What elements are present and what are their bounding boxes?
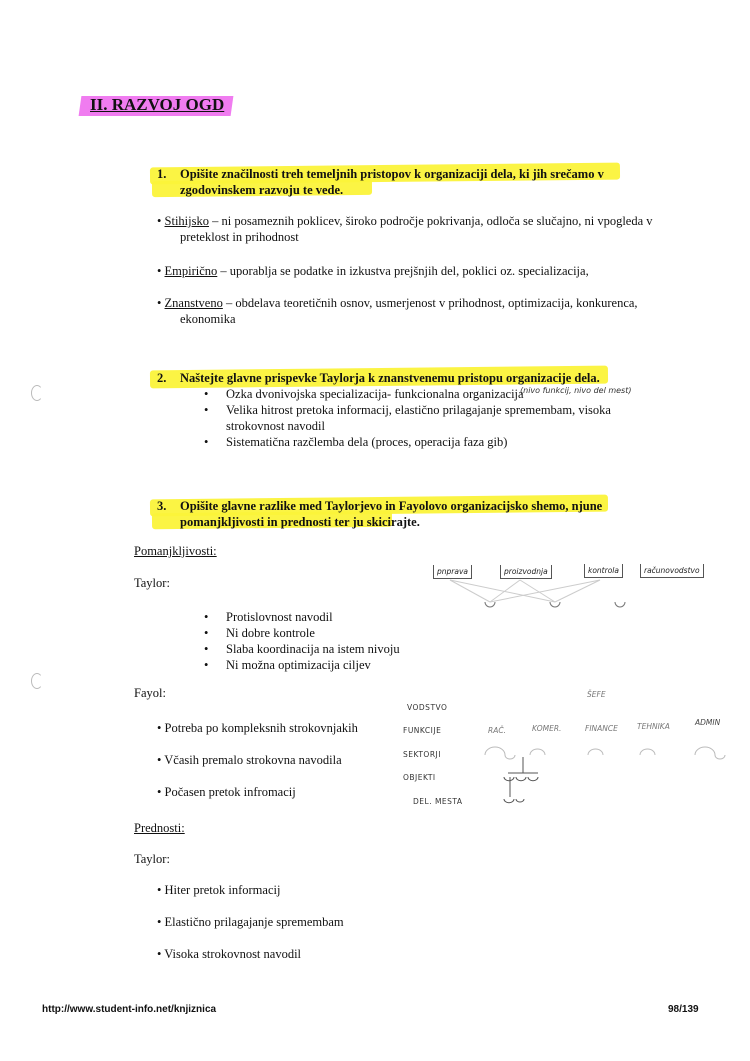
level-label: OBJEKTI [403,773,436,782]
term: Empirično [164,264,218,278]
subheading: Taylor: [134,852,170,866]
list-item: • Počasen pretok infromacij [157,785,296,799]
question-text: Opišite značilnosti treh temeljnih pristopov k organizaciji dela, ki jih srečamo v [180,167,604,181]
question-text: pomanjkljivosti in prednosti ter ju skicirajte. [180,515,420,529]
list-item: • Včasih premalo strokovna navodila [157,753,342,767]
item-text: Elastično prilagajanje spremembam [164,915,344,929]
function-node: ADMIN [695,718,721,727]
item-text: Potreba po kompleksnih strokovnjakih [164,721,358,735]
question-number: 1. [157,167,167,181]
list-item: • Elastično prilagajanje spremembam [157,915,344,929]
question-text: Opišite glavne razlike med Taylorjevo in Fayolovo organizacijsko shemo, njune [180,499,603,513]
worker-circle [615,602,625,607]
function-node: FINANCE [585,724,618,733]
list-item: • Znanstveno – obdelava teoretičnih osnov, usmerjenost v prihodnost, optimizacija, konkurenca, [157,296,638,310]
term: Znanstveno [164,296,223,310]
function-node: TEHNIKA [637,722,670,731]
term: Stihijsko [164,214,209,228]
item-text: – uporablja se podatke in izkustva prejšnjih del, poklici oz. specializacija, [217,264,589,278]
punch-hole-mark [31,385,43,401]
worker-circle [485,602,495,607]
list-item: Slaba koordinacija na istem nivoju [226,642,400,656]
list-item: • Potreba po kompleksnih strokovnjakih [157,721,358,735]
function-node: KOMER. [532,724,562,733]
item-text: Ozka dvonivojska specializacija- funkcionalna organizacija [226,387,524,401]
question-number: 2. [157,371,167,385]
list-item: • [204,403,209,417]
item-text: Počasen pretok infromacij [164,785,296,799]
list-item: Ni možna optimizacija ciljev [226,658,371,672]
item-text: Včasih premalo strokovna navodila [164,753,342,767]
item-text: Sistematična razčlemba dela (proces, operacija faza gib) [226,435,508,449]
list-item: • [204,387,209,401]
list-item: • [204,435,209,449]
worker-circle [550,602,560,607]
item-continuation: ekonomika [180,312,236,326]
punch-hole-mark [31,673,43,689]
function-node: RAČ. [488,726,506,735]
item-text: – ni posameznih poklicev, široko področje pokrivanja, odloča se slučajno, ni vpogleda v [208,214,653,228]
sketch-top-node: ŠEFE [587,690,606,699]
question-text: zgodovinskem razvoju te vede. [180,183,344,197]
item-text: Hiter pretok informacij [164,883,281,897]
subheading: Fayol: [134,686,166,700]
level-label: VODSTVO [407,703,448,712]
sketch-box: proizvodnja [500,565,552,579]
sketch-box: računovodstvo [640,564,704,578]
list-item: • Empirično – uporablja se podatke in izkustva prejšnjih del, poklici oz. specializacija, [157,264,589,278]
sketch-box: pnprava [433,565,472,579]
section-heading: Pomanjkljivosti: [134,544,217,558]
sketch-tree-lines [470,735,740,815]
handwritten-note: (nivo funkcij, nivo del mest) [520,386,632,395]
item-text: Visoka strokovnost navodil [164,947,302,961]
list-item: Protislovnost navodil [226,610,333,624]
level-label: FUNKCIJE [403,726,442,735]
item-text: – obdelava teoretičnih osnov, usmerjenost v prihodnost, optimizacija, konkurenca, [222,296,638,310]
item-text: strokovnost navodil [226,419,325,433]
item-text: Velika hitrost pretoka informacij, elastično prilagajanje spremembam, visoka [226,403,611,417]
list-item: • Hiter pretok informacij [157,883,281,897]
subheading: Taylor: [134,576,170,590]
footer-url[interactable]: http://www.student-info.net/knjiznica [42,1004,217,1015]
level-label: SEKTORJI [403,750,441,759]
list-item: • Visoka strokovnost navodil [157,947,302,961]
bullet-list: • • • • [204,610,209,672]
question-text: Naštejte glavne prispevke Taylorja k znanstvenemu pristopu organizacije dela. [180,371,600,385]
item-continuation: preteklost in prihodnost [180,230,299,244]
page-title: II. RAZVOJ OGD [90,95,225,114]
sketch-box: kontrola [584,564,623,578]
list-item: • Stihijsko – ni posameznih poklicev, široko področje pokrivanja, odloča se slučajno, ni vpogleda v [157,214,653,228]
level-label: DEL. MESTA [413,797,463,806]
question-number: 3. [157,499,167,513]
page-number: 98/139 [668,1004,699,1015]
section-heading: Prednosti: [134,821,185,835]
list-item: Ni dobre kontrole [226,626,315,640]
